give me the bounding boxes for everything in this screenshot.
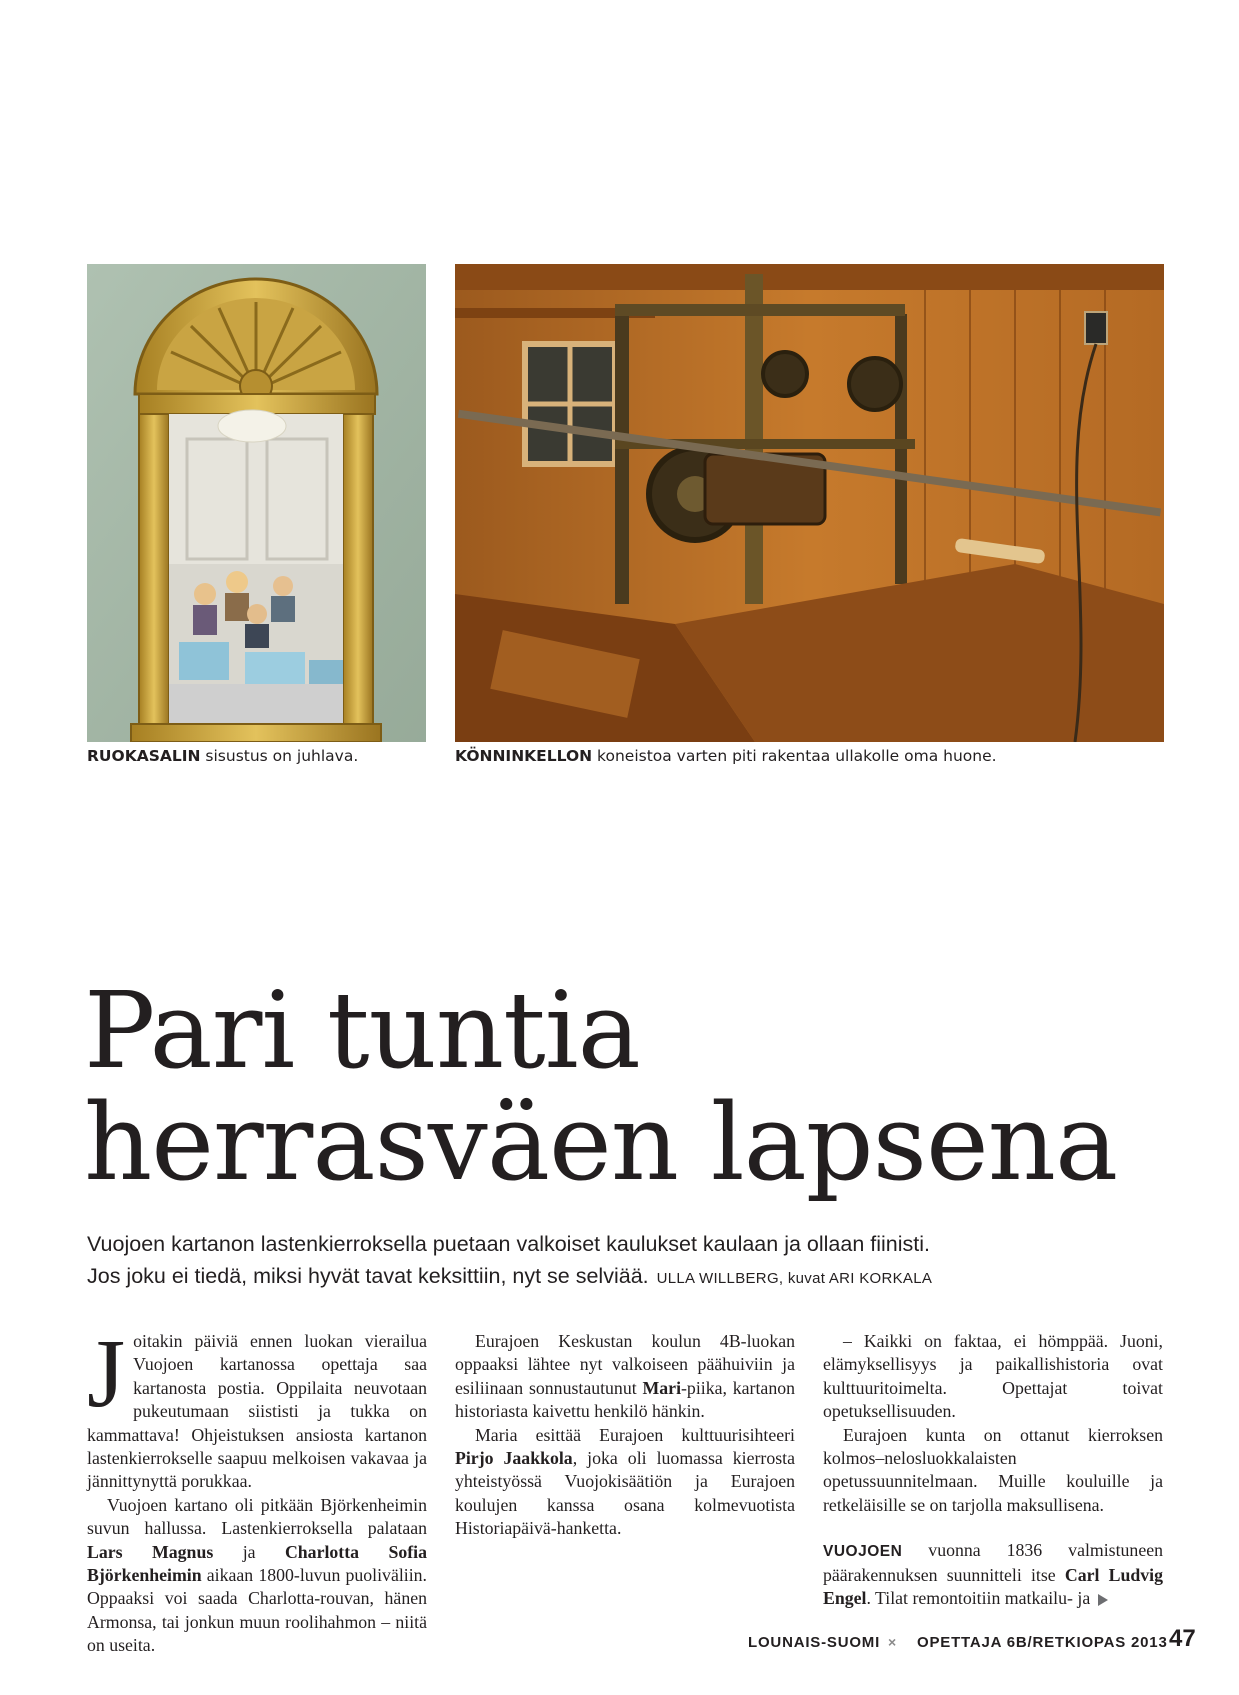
paragraph-3	[455, 1330, 795, 1424]
paragraph-4	[455, 1424, 795, 1541]
paragraph-3-text-a: Eurajoen Keskustan koulun 4B-luokan oppaaksi lähtee nyt valkoiseen päähuiviin ja esiliinaan sonnustautunut	[455, 1331, 795, 1398]
paragraph-7-text-a: vuonna 1836 valmistuneen päärakennuksen suunnitteli itse	[823, 1540, 1163, 1585]
mirror-photo-caption	[87, 747, 358, 765]
clock-illustration	[455, 264, 1164, 742]
clock-photo-caption	[455, 747, 997, 765]
paragraph-2-text-b: ja	[213, 1541, 285, 1562]
paragraph-2-text-a: Vuojoen kartano oli pitkään Björkenheimin suvun hallussa. Lastenkierroksella palataan	[87, 1494, 427, 1539]
person-name-charlotta-sofia: Charlotta Sofia Björkenheimin	[87, 1541, 427, 1586]
person-name-carl-ludvig-engel: Carl Ludvig Engel	[823, 1564, 1164, 1609]
paragraph-7-text-b: . Tilat remontoitiin matkailu- ja	[866, 1588, 1091, 1609]
dek-line-2	[87, 1264, 932, 1289]
byline: ULLA WILLBERG, kuvat ARI KORKALA	[656, 1270, 933, 1287]
headline-line-1: Pari tuntia	[84, 969, 640, 1092]
footer-separator: ×	[888, 1634, 897, 1650]
tower-clock-mechanism-photo	[455, 264, 1164, 742]
person-name-pirjo-jaakkola: Pirjo Jaakkola	[455, 1448, 573, 1469]
dining-room-mirror-photo	[87, 264, 426, 742]
footer-publication: LOUNAIS-SUOMI	[748, 1634, 881, 1651]
paragraph-5: – Kaikki on faktaa, ei hömppää. Juoni, elämyksellisyys ja paikallishistoria ovat kulttuuritoimelta. Opettajat toivat opetuksellisuuden.	[823, 1331, 1163, 1422]
mirror-illustration	[87, 264, 426, 742]
continue-arrow-icon	[1098, 1594, 1108, 1606]
clock-caption-text: koneistoa varten piti rakentaa ullakolle oma huone.	[592, 747, 997, 765]
headline-line-2: herrasväen lapsena	[84, 1081, 1118, 1204]
person-name-lars-magnus: Lars Magnus	[87, 1541, 214, 1562]
drop-cap: J	[87, 1320, 126, 1428]
section-kicker: VUOJOEN	[823, 1543, 903, 1561]
paragraph-7	[823, 1539, 1163, 1610]
article-column-3	[823, 1330, 1163, 1610]
mirror-caption-lead: RUOKASALIN	[87, 747, 201, 765]
clock-caption-lead: KÖNNINKELLON	[455, 747, 593, 765]
paragraph-2-text-c: aikaan 1800-luvun puoliväliin. Oppaaksi voi saada Charlotta-rouvan, hänen Armonsa, tai jonkun muun roolihahmon – niitä on useita.	[87, 1565, 427, 1656]
person-name-mari: Mari	[642, 1377, 682, 1398]
paragraph-6: Eurajoen kunta on ottanut kierroksen kolmos–nelosluokkalaisten opetussuunnitelmaan. Muille kouluille ja retkeläisille se on tarjolla maksullisena.	[823, 1424, 1163, 1515]
page-number: 47	[1169, 1625, 1196, 1652]
paragraph-3-text-b: -piika, kartanon historiasta kaivettu henkilö hänkin.	[455, 1377, 795, 1422]
article-column-2	[455, 1330, 795, 1541]
paragraph-4-text-b: , joka oli luomassa kierrosta yhteistyössä Vuojokisäätiön ja Eurajoen koulujen kanssa osana kolmevuotista Historiapäivä-hanketta.	[455, 1448, 795, 1539]
mirror-caption-text: sisustus on juhlava.	[200, 747, 359, 765]
paragraph-1-text: oitakin päiviä ennen luokan vierailua Vuojoen kartanossa opettaja saa kartanosta postia. Oppilaita neuvotaan pukeutumaan siististi ja tukka on kammattava! Ohjeistuksen ansiosta kartanon lastenkierrokselle saapuu melkoisen vakavaa ja jännittynyttä porukkaa.	[87, 1331, 427, 1492]
paragraph-1	[87, 1320, 427, 1494]
dek-line-1: Vuojoen kartanon lastenkierroksella puetaan valkoiset kaulukset kaulaan ja ollaan fiinisti.	[87, 1232, 930, 1256]
footer-issue: OPETTAJA 6B/RETKIOPAS 2013	[917, 1634, 1168, 1651]
paragraph-2	[87, 1494, 427, 1658]
article-column-1	[87, 1320, 427, 1658]
paragraph-4-text-a: Maria esittää Eurajoen kulttuurisihteeri	[475, 1424, 795, 1445]
section-gap	[823, 1517, 1163, 1539]
dek-line-2-text: Jos joku ei tiedä, miksi hyvät tavat keksittiin, nyt se selviää.	[87, 1264, 649, 1288]
